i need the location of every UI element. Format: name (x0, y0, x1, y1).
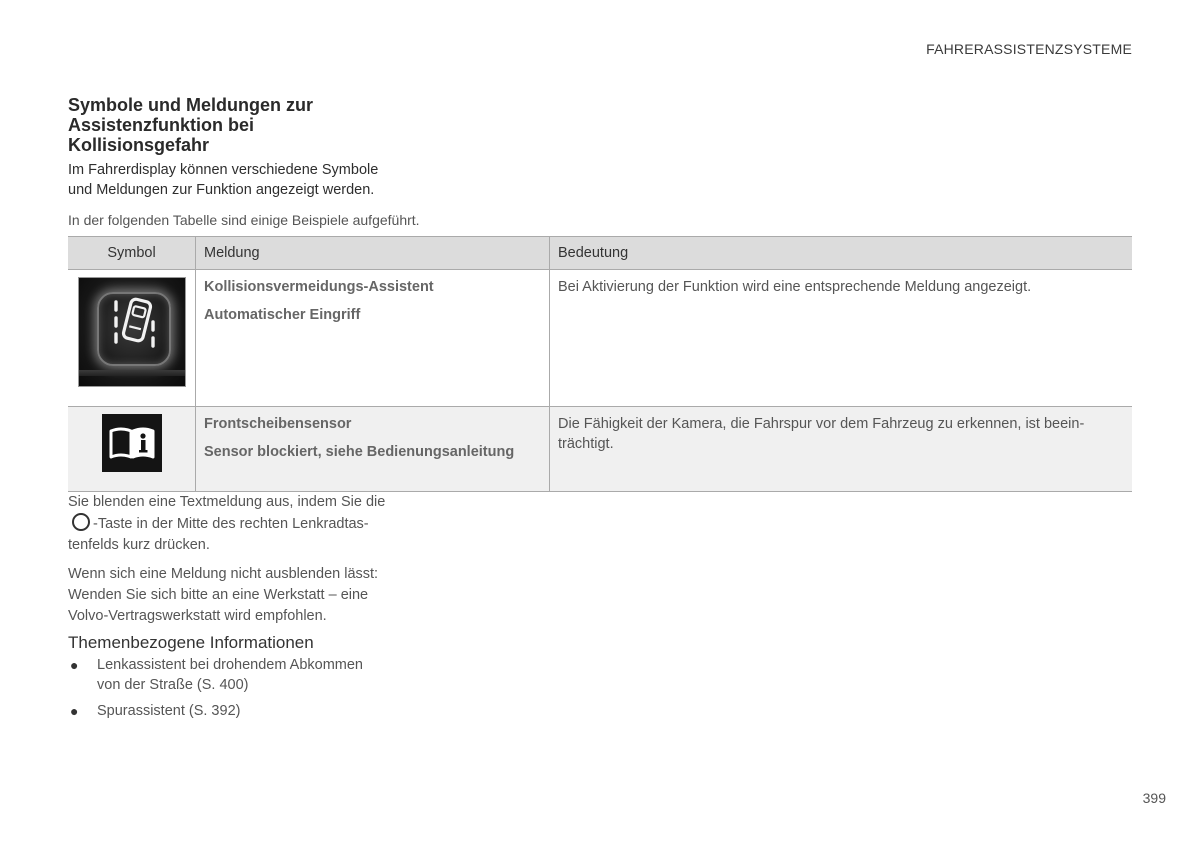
header-symbol: Symbol (68, 237, 196, 270)
symbol-cell (68, 407, 196, 492)
list-item[interactable] (68, 655, 408, 695)
message-text: Automatischer Eingriff (204, 307, 361, 323)
list-item-text: von der Straße (S. 400) (97, 677, 249, 693)
workshop-line: Volvo-Vertragswerkstatt wird empfohlen. (68, 608, 327, 624)
message-cell (196, 407, 550, 492)
list-item[interactable] (68, 701, 408, 721)
message-text: Kollisionsvermeidungs-Assistent (204, 279, 434, 295)
header-meaning: Bedeutung (550, 237, 1133, 270)
dismiss-line: -Taste in der Mitte des rechten Lenkradtas- (93, 516, 369, 532)
meaning-text: Die Fähigkeit der Kamera, die Fahrspur vor dem Fahrzeug zu erkennen, ist beein- (558, 416, 1085, 432)
list-item-text: Spurassistent (S. 392) (97, 703, 241, 719)
meaning-cell (550, 407, 1133, 492)
page-number: 399 (1142, 790, 1166, 806)
body-text (68, 492, 408, 635)
title-line: Assistenzfunktion bei (68, 115, 255, 135)
collision-avoidance-car-lane-icon (78, 277, 186, 387)
related-info-heading: Themenbezogene Informationen (68, 633, 314, 652)
table-row (68, 407, 1132, 492)
header-message: Meldung (196, 237, 550, 270)
table-header-row (68, 237, 1132, 270)
intro-paragraph (68, 160, 408, 200)
workshop-line: Wenden Sie sich bitte an eine Werkstatt – eine (68, 587, 369, 603)
meaning-cell (550, 270, 1133, 407)
bullet-icon: ● (70, 657, 79, 673)
dismiss-line: tenfelds kurz drücken. (68, 537, 210, 553)
page-title (68, 95, 398, 155)
manual-info-book-icon (102, 414, 162, 472)
table-row (68, 270, 1132, 407)
dismiss-line: Sie blenden eine Textmeldung aus, indem Sie die (68, 494, 386, 510)
o-button-icon (72, 513, 90, 531)
symbols-table (68, 236, 1132, 492)
bullet-icon: ● (70, 703, 79, 719)
symbol-cell (68, 270, 196, 407)
table-caption: In der folgenden Tabelle sind einige Beispiele aufgeführt. (68, 212, 420, 228)
list-item-text: Lenkassistent bei drohendem Abkommen (97, 657, 363, 673)
meaning-text: trächtigt. (558, 436, 614, 452)
dismiss-paragraph (68, 492, 408, 556)
meaning-text: Bei Aktivierung der Funktion wird eine entsprechende Meldung angezeigt. (558, 279, 1032, 295)
message-text: Frontscheibensensor (204, 416, 352, 432)
intro-line: und Meldungen zur Funktion angezeigt werden. (68, 182, 375, 198)
title-line: Symbole und Meldungen zur (68, 95, 314, 115)
message-text: Sensor blockiert, siehe Bedienungsanleitung (204, 444, 515, 460)
title-line: Kollisionsgefahr (68, 135, 210, 155)
workshop-paragraph (68, 564, 408, 627)
workshop-line: Wenn sich eine Meldung nicht ausblenden lässt: (68, 566, 379, 582)
intro-line: Im Fahrerdisplay können verschiedene Symbole (68, 162, 379, 178)
related-info-list (68, 655, 408, 727)
running-header: FAHRERASSISTENZSYSTEME (926, 41, 1132, 57)
message-cell (196, 270, 550, 407)
